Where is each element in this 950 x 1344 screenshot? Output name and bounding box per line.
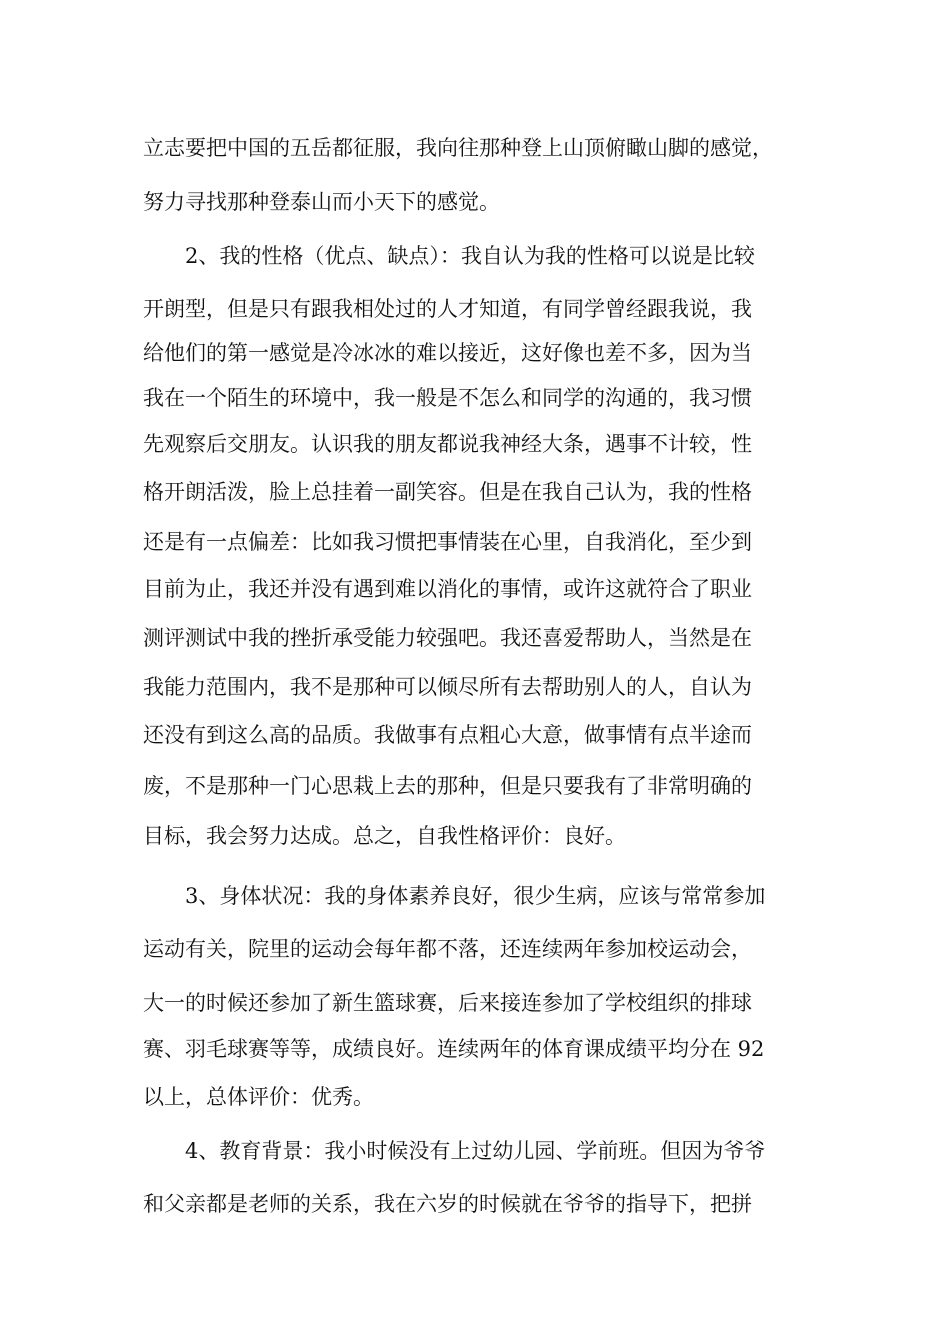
text-line — [0, 522, 950, 562]
paragraph-3-first-line — [0, 876, 950, 916]
line-text: 目前为止，我还并没有遇到难以消化的事情，或许这就符合了职业 — [143, 577, 752, 601]
text-line — [0, 1184, 950, 1224]
paragraph-2-first-line — [0, 236, 950, 276]
line-text: 先观察后交朋友。认识我的朋友都说我神经大条，遇事不计较，性 — [143, 432, 752, 456]
line-text: 4、教育背景：我小时候没有上过幼儿园、学前班。但因为爷爷 — [185, 1139, 766, 1163]
text-line — [0, 472, 950, 512]
line-text: 努力寻找那种登泰山而小天下的感觉。 — [143, 190, 500, 214]
line-text: 3、身体状况：我的身体素养良好，很少生病，应该与常常参加 — [185, 884, 766, 908]
line-text: 我能力范围内，我不是那种可以倾尽所有去帮助别人的人，自认为 — [143, 675, 752, 699]
text-line — [0, 667, 950, 707]
text-line — [0, 424, 950, 464]
line-text: 目标，我会努力达成。总之，自我性格评价：良好。 — [143, 824, 626, 848]
line-text: 还没有到这么高的品质。我做事有点粗心大意，做事情有点半途而 — [143, 723, 752, 747]
text-line — [0, 182, 950, 222]
line-text: 和父亲都是老师的关系，我在六岁的时候就在爷爷的指导下，把拼 — [143, 1192, 752, 1216]
text-line — [0, 766, 950, 806]
line-text: 我在一个陌生的环境中，我一般是不怎么和同学的沟通的，我习惯 — [143, 386, 752, 410]
text-line — [0, 333, 950, 373]
text-line — [0, 1077, 950, 1117]
line-text: 开朗型，但是只有跟我相处过的人才知道，有同学曾经跟我说，我 — [143, 297, 752, 321]
line-text: 大一的时候还参加了新生篮球赛，后来接连参加了学校组织的排球 — [143, 991, 752, 1015]
line-text: 赛、羽毛球赛等等，成绩良好。连续两年的体育课成绩平均分在 92 — [143, 1037, 765, 1061]
line-text: 给他们的第一感觉是冷冰冰的难以接近，这好像也差不多，因为当 — [143, 341, 752, 365]
line-text: 运动有关，院里的运动会每年都不落，还连续两年参加校运动会， — [143, 937, 752, 961]
line-text: 测评测试中我的挫折承受能力较强吧。我还喜爱帮助人，当然是在 — [143, 626, 752, 650]
line-text: 还是有一点偏差：比如我习惯把事情装在心里，自我消化，至少到 — [143, 530, 752, 554]
line-text: 立志要把中国的五岳都征服，我向往那种登上山顶俯瞰山脚的感觉， — [143, 136, 773, 160]
line-text: 格开朗活泼，脸上总挂着一副笑容。但是在我自己认为，我的性格 — [143, 480, 752, 504]
text-line — [0, 128, 950, 168]
text-line — [0, 378, 950, 418]
line-text: 2、我的性格（优点、缺点）：我自认为我的性格可以说是比较 — [185, 244, 755, 268]
text-line — [0, 929, 950, 969]
paragraph-4-first-line — [0, 1131, 950, 1171]
line-text: 以上，总体评价：优秀。 — [143, 1085, 374, 1109]
text-line — [0, 715, 950, 755]
text-line — [0, 1029, 950, 1069]
text-line — [0, 983, 950, 1023]
text-line — [0, 816, 950, 856]
line-text: 废，不是那种一门心思栽上去的那种，但是只要我有了非常明确的 — [143, 774, 752, 798]
text-line — [0, 569, 950, 609]
text-line — [0, 618, 950, 658]
text-line — [0, 289, 950, 329]
